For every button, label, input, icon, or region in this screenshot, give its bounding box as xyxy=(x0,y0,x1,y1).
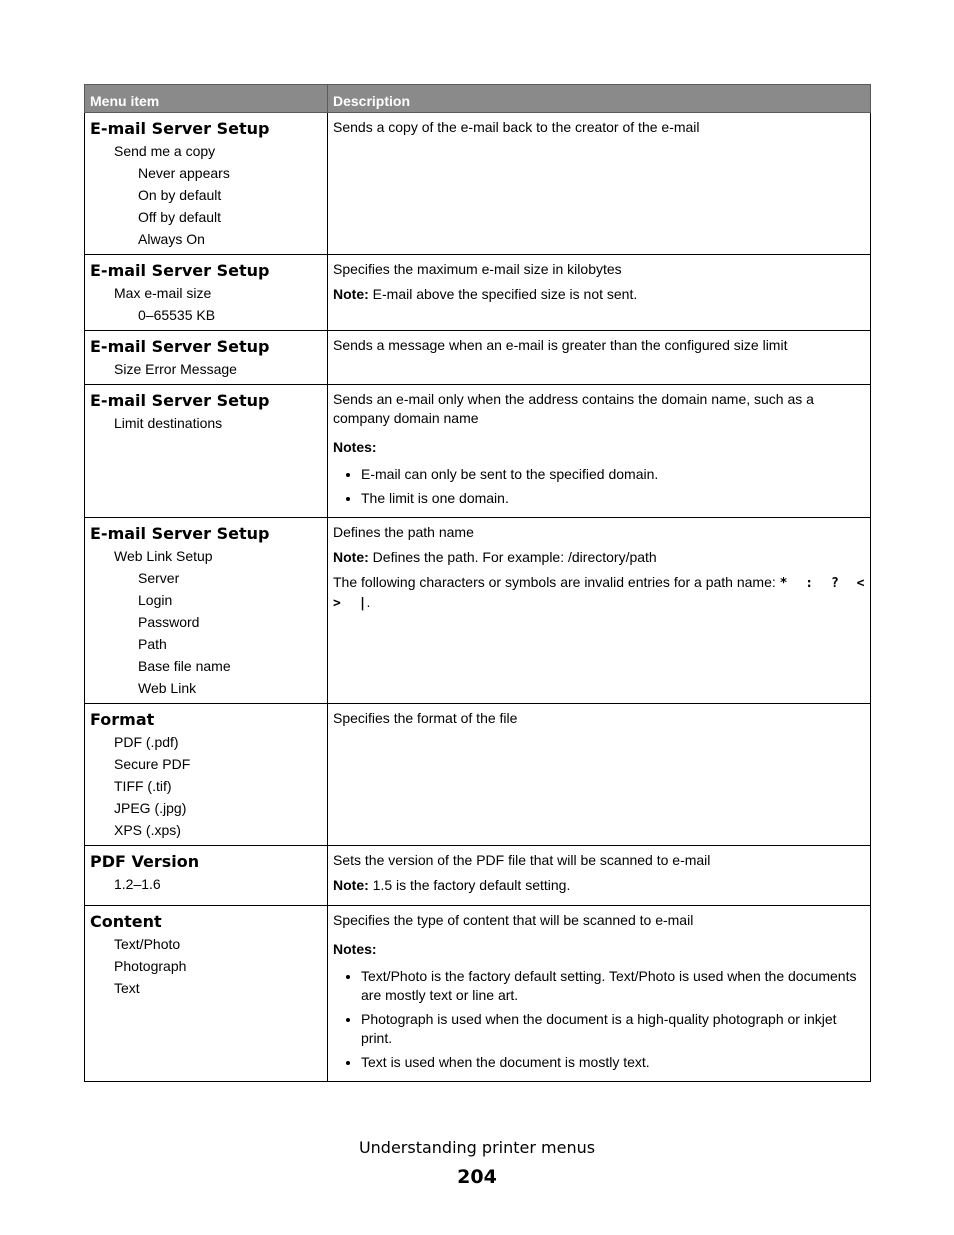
menu-item-cell xyxy=(85,846,328,906)
submenu-item: TIFF (.tif) xyxy=(114,778,172,794)
menu-item-cell xyxy=(85,331,328,385)
notes-label: Notes: xyxy=(333,941,377,957)
option-item: Path xyxy=(138,636,167,652)
option-item: Always On xyxy=(138,231,205,247)
period: . xyxy=(366,594,371,610)
submenu-item: Web Link Setup xyxy=(114,548,213,564)
option-item: Server xyxy=(138,570,180,586)
note-text: 1.5 is the factory default setting. xyxy=(368,877,571,893)
submenu-item: XPS (.xps) xyxy=(114,822,181,838)
description-text: Sends an e-mail only when the address contains the domain name, such as a company domain name xyxy=(333,391,814,426)
menu-title: PDF Version xyxy=(90,852,200,871)
list-item: • The limit is one domain. xyxy=(361,489,865,508)
table-row xyxy=(85,846,871,906)
menu-item-cell xyxy=(85,255,328,331)
submenu-item: Text/Photo xyxy=(114,936,181,952)
menu-title: E-mail Server Setup xyxy=(90,261,270,280)
option-item: Web Link xyxy=(138,680,197,696)
menu-title: E-mail Server Setup xyxy=(90,337,270,356)
menu-item-cell xyxy=(85,906,328,1082)
description-text: Defines the path name xyxy=(333,524,474,540)
table-row xyxy=(85,255,871,331)
menu-title: Format xyxy=(90,710,155,729)
invalid-characters-intro: The following characters or symbols are invalid entries for a path name: xyxy=(333,574,780,590)
menu-item-cell xyxy=(85,113,328,255)
submenu-item: Secure PDF xyxy=(114,756,191,772)
note xyxy=(333,548,865,567)
submenu-item: PDF (.pdf) xyxy=(114,734,179,750)
description-text: Sends a copy of the e-mail back to the creator of the e-mail xyxy=(333,119,700,135)
table-row xyxy=(85,704,871,846)
list-item: • Text/Photo is the factory default setting. Text/Photo is used when the documents are mostly text or line art. xyxy=(361,967,865,1005)
option-item: Never appears xyxy=(138,165,230,181)
table-row xyxy=(85,906,871,1082)
description-text: Specifies the type of content that will be scanned to e-mail xyxy=(333,912,694,928)
description-cell xyxy=(328,846,871,906)
submenu-item: Max e-mail size xyxy=(114,285,212,301)
description-cell xyxy=(328,255,871,331)
submenu-item: Photograph xyxy=(114,958,187,974)
description-cell xyxy=(328,331,871,385)
description-text: Sets the version of the PDF file that will be scanned to e-mail xyxy=(333,852,711,868)
description-cell xyxy=(328,518,871,704)
option-item: Password xyxy=(138,614,200,630)
menu-title: E-mail Server Setup xyxy=(90,524,270,543)
section-title: Understanding printer menus xyxy=(358,1138,596,1157)
menu-item-cell xyxy=(85,385,328,518)
note xyxy=(333,876,865,895)
menu-item-cell xyxy=(85,704,328,846)
note-text: E-mail above the specified size is not sent. xyxy=(368,286,638,302)
submenu-item: Size Error Message xyxy=(114,361,237,377)
page-number: 204 xyxy=(457,1166,497,1188)
note xyxy=(333,285,865,304)
submenu-item: JPEG (.jpg) xyxy=(114,800,187,816)
submenu-item: Text xyxy=(114,980,140,996)
description-text: Specifies the format of the file xyxy=(333,710,518,726)
header-description: Description xyxy=(328,85,871,113)
notes-label: Notes: xyxy=(333,439,377,455)
list-item: • Text is used when the document is mostly text. xyxy=(361,1053,865,1072)
option-item: On by default xyxy=(138,187,222,203)
option-item: Login xyxy=(138,592,173,608)
menu-title: E-mail Server Setup xyxy=(90,391,270,410)
menu-table xyxy=(84,84,871,1082)
table-header-row xyxy=(85,85,871,113)
table-row xyxy=(85,385,871,518)
description-text: Sends a message when an e-mail is greater than the configured size limit xyxy=(333,337,788,353)
note-label: Note: xyxy=(333,877,369,893)
description-cell xyxy=(328,385,871,518)
table-row xyxy=(85,331,871,385)
invalid-characters: * : ? < > | xyxy=(333,576,865,611)
submenu-item: 1.2–1.6 xyxy=(114,876,161,892)
description-text: Specifies the maximum e-mail size in kilobytes xyxy=(333,261,622,277)
submenu-item: Send me a copy xyxy=(114,143,216,159)
menu-title: E-mail Server Setup xyxy=(90,119,270,138)
notes-list xyxy=(333,465,865,508)
option-item: Base file name xyxy=(138,658,231,674)
list-item: • E-mail can only be sent to the specified domain. xyxy=(361,465,865,484)
list-item: • Photograph is used when the document is a high-quality photograph or inkjet print. xyxy=(361,1010,865,1048)
note-label: Note: xyxy=(333,549,369,565)
menu-title: Content xyxy=(90,912,162,931)
description-cell xyxy=(328,113,871,255)
header-menu-item: Menu item xyxy=(85,85,328,113)
option-item: 0–65535 KB xyxy=(138,307,216,323)
submenu-item: Limit destinations xyxy=(114,415,223,431)
note-text: Defines the path. For example: /directory/path xyxy=(368,549,657,565)
note-label: Note: xyxy=(333,286,369,302)
menu-item-cell xyxy=(85,518,328,704)
table-row xyxy=(85,113,871,255)
option-item: Off by default xyxy=(138,209,222,225)
notes-list xyxy=(333,967,865,1072)
table-row xyxy=(85,518,871,704)
description-cell xyxy=(328,906,871,1082)
description-cell xyxy=(328,704,871,846)
invalid-characters-text xyxy=(333,573,865,613)
